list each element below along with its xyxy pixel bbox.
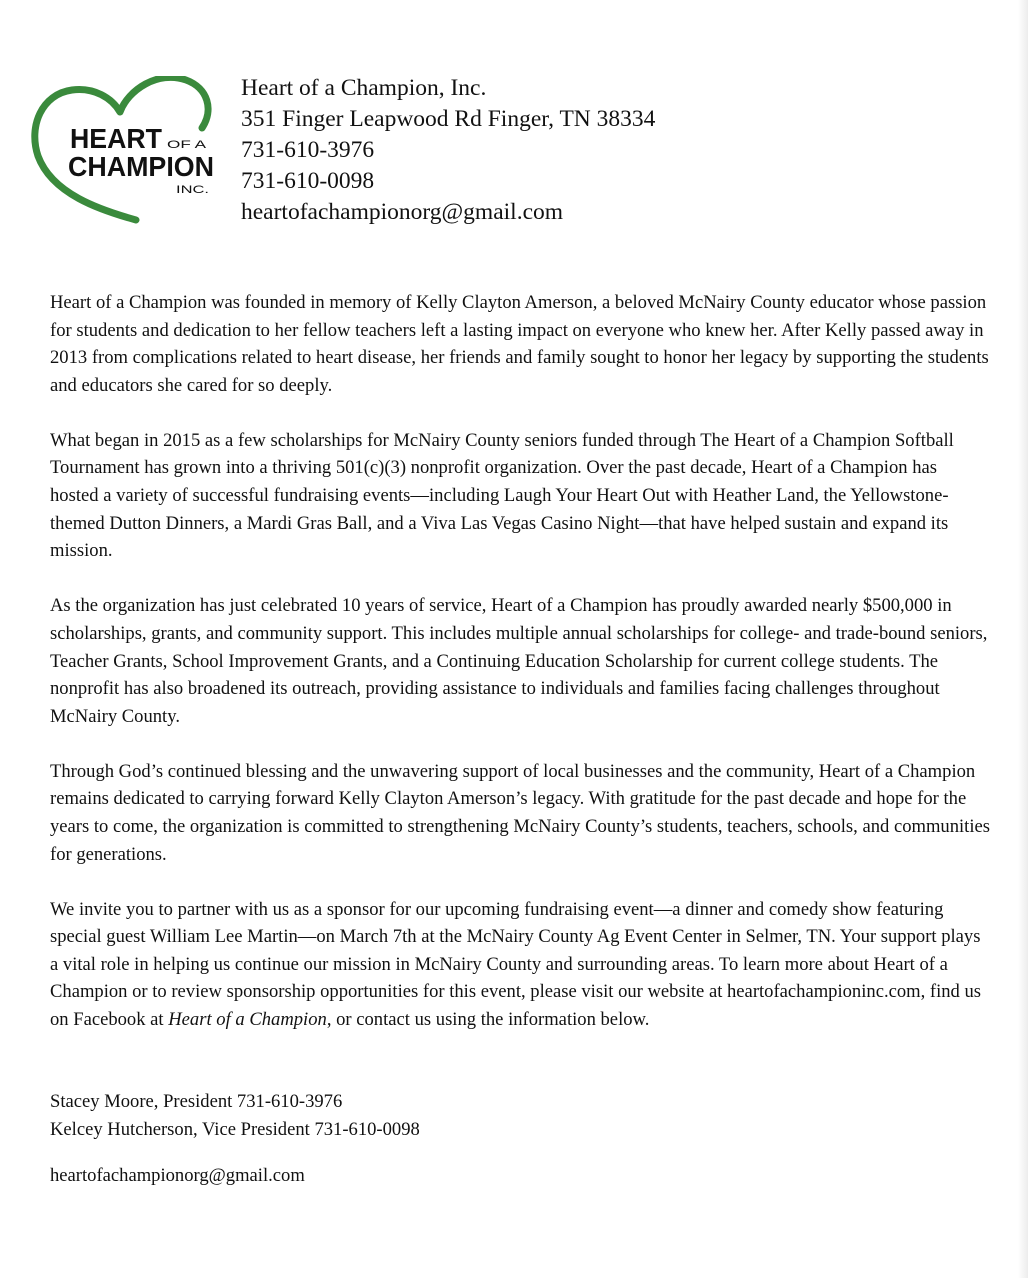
signature-block [50,1088,420,1143]
paragraph-founding: Heart of a Champion was founded in memory of Kelly Clayton Amerson, a beloved McNairy County educator whose passion for students and dedication to her fellow teachers left a lasting impact on everyone who knew her. After Kelly passed away in 2013 from complications related to heart disease, her friends and family sought to honor her legacy by supporting the students and educators she cared for so deeply. [50,292,989,396]
facebook-page-name: Heart of a Champion [168,1009,327,1031]
invite-text-start: We invite you to partner with us as a sponsor for our upcoming fundraising event—a dinner and comedy show featuring special guest William Lee Martin—on March 7th at the McNairy County Ag Event Center in Selmer, TN. Your support plays a vital role in helping us continue our mission in McNairy County and surrounding areas. To learn more about Heart of a Champion or to review sponsorship opportunities for this event, please visit our website at heartofachampioninc.com, find us on Facebook at [50,898,982,1031]
logo-word-of-a: OF A [167,139,208,151]
president-contact: Stacey Moore, President 731-610-3976 [50,1091,343,1112]
logo-word-champion: CHAMPION [68,151,214,182]
letter-body [50,289,990,1061]
org-email: heartofachampionorg@gmail.com [241,199,564,225]
heart-of-a-champion-logo [30,76,222,224]
paragraph-history: What began in 2015 as a few scholarships for McNairy County seniors funded through The Heart of a Champion Softball Tournament has grown into a thriving 501(c)(3) nonprofit organization. Over the past decade, Heart of a Champion has hosted a variety of successful fundraising events—including Laugh Your Heart Out with Heather Land, the Yellowstone-themed Dutton Dinners, a Mardi Gras Ball, and a Viva Las Vegas Casino Night—that have helped sustain and expand its mission. [50,429,954,562]
org-phone-1: 731-610-3976 [241,137,375,163]
paragraph-impact: As the organization has just celebrated 10 years of service, Heart of a Champion has proudly awarded nearly $500,000 in scholarships, grants, and community support. This includes multiple annual scholarships for college- and trade-bound seniors, Teacher Grants, School Improvement Grants, and a Continuing Education Scholarship for current college students. The nonprofit has also broadened its outreach, providing assistance to individuals and families facing challenges throughout McNairy County. [50,595,988,727]
org-name: Heart of a Champion, Inc. [241,75,487,101]
heart-logo-icon [30,76,222,224]
logo-word-heart: HEART [70,123,162,154]
vice-president-contact: Kelcey Hutcherson, Vice President 731-610-0098 [50,1118,420,1140]
logo-word-inc: INC. [176,184,209,196]
page-edge [1018,0,1028,1278]
footer-email: heartofachampionorg@gmail.com [50,1165,305,1186]
org-address: 351 Finger Leapwood Rd Finger, TN 38334 [241,106,656,132]
invite-text-end: , or contact us using the information below. [326,1009,650,1031]
org-phone-2: 731-610-0098 [241,168,375,194]
paragraph-invitation [50,896,990,1034]
paragraph-legacy: Through God’s continued blessing and the unwavering support of local businesses and the community, Heart of a Champion remains dedicated to carrying forward Kelly Clayton Amerson’s legacy. With gratitude for the past decade and hope for the years to come, the organization is committed to strengthening McNairy County’s students, teachers, schools, and communities for generations. [50,760,991,865]
letterhead [241,73,655,228]
